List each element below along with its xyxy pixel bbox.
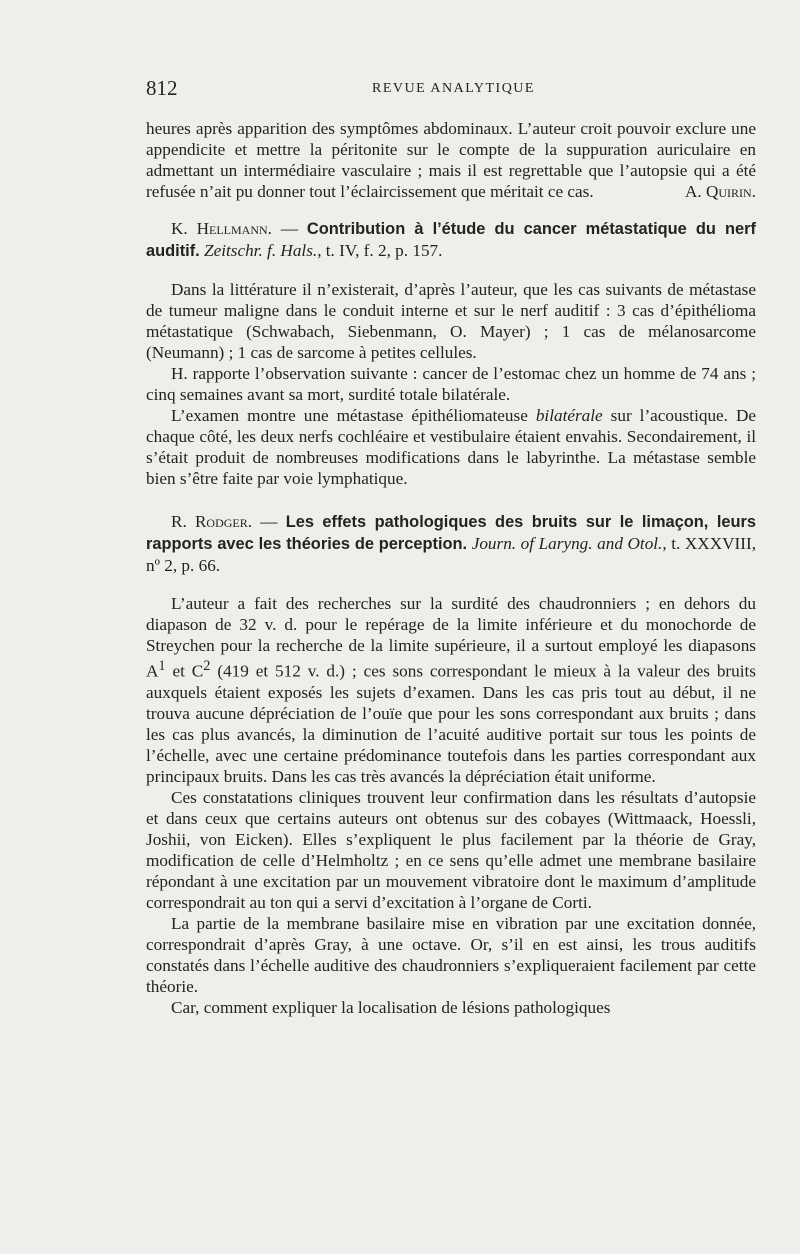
paragraph-text: (419 et 512 v. d.) ; ces sons correspondant le mieux à la valeur des bruits auxquels étaient exposés les sujets d’examen. Dans les cas pris tout au début, il ne trouva aucune dépréciation de l’ouïe que pour les sons correspondant aux bruits ; dans les cas plus avancés, la diminution de l’acuité auditive portait sur tous les points de l’échelle, avec une certaine prédominance toutefois dans les parties correspondant aux principaux bruits. Dans les cas très avancés la dépréciation était uniforme.	[146, 662, 756, 787]
entry-title: Les effets pathologiques des bruits sur le limaçon, leurs rapports avec les théories de perception.	[146, 513, 757, 554]
entry-author: K. Hellmann.	[171, 219, 272, 238]
emphasis-text: bilatérale	[535, 406, 603, 426]
paragraph-text: sur l’acoustique. De chaque côté, les deux nerfs cochléaire et vestibulaire étaient envahis. Secondairement, il s’était produit de nombreuses modifications dans le labyrinthe. La métastase semble bien s’être faite par voie lymphatique.	[146, 406, 756, 489]
entry-dash: —	[271, 219, 307, 238]
paragraph: H. rapporte l’observation suivante : cancer de l’estomac chez un homme de 74 ans ; cinq semaines avant sa mort, surdité totale bilatérale.	[146, 364, 756, 405]
entry-reference: , t. XXXVIII, nº 2, p. 66.	[146, 534, 756, 576]
entry-journal: Zeitschr. f. Hals.	[204, 241, 318, 260]
page-number: 812	[146, 76, 178, 100]
article-body	[146, 118, 756, 1018]
review-entry-heading	[146, 511, 756, 576]
paragraph-continued	[146, 118, 756, 202]
entry-title: Contribution à l’étude du cancer métastatique du nerf auditif.	[146, 220, 757, 260]
entry-dash: —	[252, 512, 286, 532]
running-head: REVUE ANALYTIQUE	[372, 81, 535, 96]
paragraph-text: heures après apparition des symptômes abdominaux. L’auteur croit pouvoir exclure une appendicite et mettre la péritonite sur le compte de la suppuration auriculaire en admettant un intermédiaire vasculaire ; mais il est regrettable que l’autopsie qui a été refusée n’ait pu donner tout l’éclaircissement que méritait ce cas.	[146, 119, 756, 201]
entry-author: R. Rodger.	[171, 512, 253, 532]
entry-journal: Journ. of Laryng. and Otol.	[471, 534, 663, 554]
paragraph-text: L’auteur a fait des recherches sur la surdité des chaudronniers ; en dehors du diapason de 32 v. d. pour le repérage de la limite inférieure et du monochorde de Streychen pour la recherche de la limite supérieure, il a surtout employé les diapasons A	[146, 594, 756, 682]
paragraph: Car, comment expliquer la localisation de lésions pathologiques	[171, 998, 611, 1018]
page-header	[146, 76, 756, 102]
entry-reference: , t. IV, f. 2, p. 157.	[317, 241, 443, 260]
paragraph	[146, 405, 756, 489]
superscript: 2	[203, 658, 211, 675]
reviewer-signature: A. Quirin.	[684, 182, 756, 201]
paragraph: La partie de la membrane basilaire mise en vibration par une excitation donnée, correspondrait d’après Gray, à une octave. Or, s’il en est ainsi, les trous auditifs constatés dans l’échelle auditive des chaudronniers s’expliqueraient facilement par cette théorie.	[146, 914, 756, 997]
paragraph	[146, 593, 756, 787]
paragraph-text: et C	[165, 662, 204, 682]
review-entry-heading	[146, 218, 756, 262]
paragraph: Ces constatations cliniques trouvent leur confirmation dans les résultats d’autopsie et dans ceux que certains auteurs ont obtenus sur des cobayes (Wittmaack, Hoessli, Joshii, von Eicken). Elles s’expliquent le plus facilement par la théorie de Gray, modification de celle d’Helmholtz ; en ce sens qu’elle admet une membrane basilaire répondant à une excitation par un mouvement vibratoire dont le maximum d’amplitude correspondrait au ton qui a servi d’excitation à l’organe de Corti.	[146, 788, 756, 913]
paragraph-text: L’examen montre une métastase épithéliomateuse	[171, 406, 536, 426]
paragraph: Dans la littérature il n’existerait, d’après l’auteur, que les cas suivants de métastase de tumeur maligne dans le conduit interne et sur le nerf auditif : 3 cas d’épithélioma métastatique (Schwabach, Siebenmann, O. Mayer) ; 1 cas de mélanosarcome (Neumann) ; 1 cas de sarcome à petites cellules.	[146, 280, 756, 363]
superscript: 1	[158, 658, 166, 675]
